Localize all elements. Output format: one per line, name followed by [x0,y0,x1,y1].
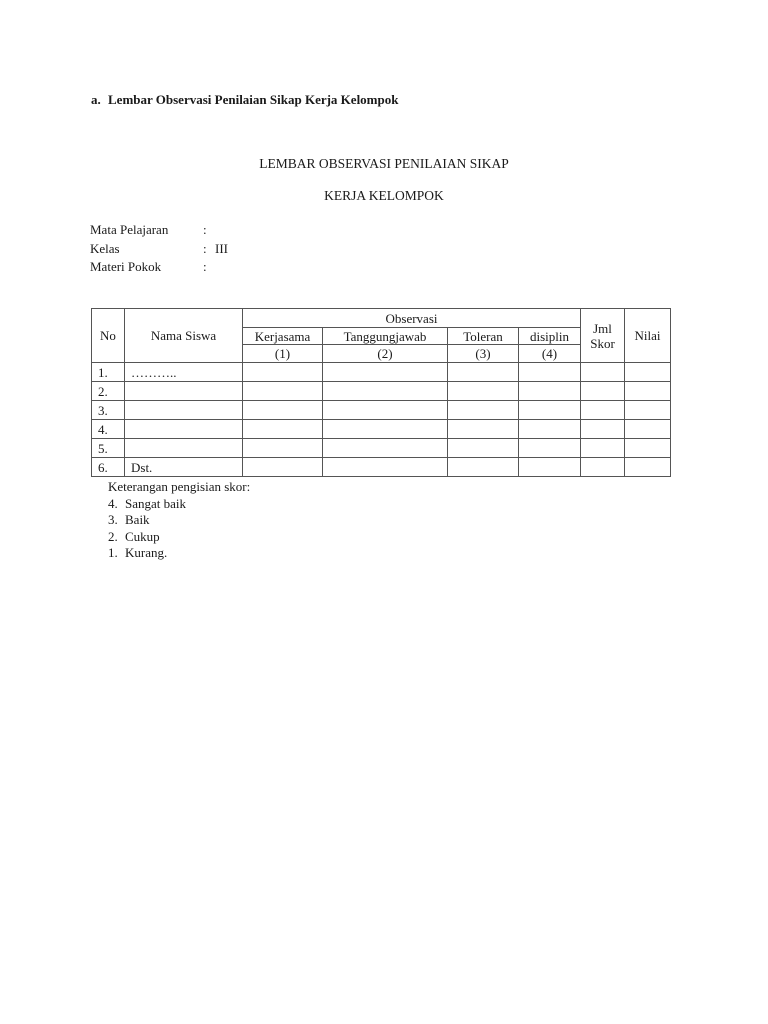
header-jml-skor: Jml Skor [581,309,625,363]
score-cell[interactable] [519,420,581,439]
score-cell[interactable] [448,382,519,401]
student-name-cell[interactable] [125,382,243,401]
nilai-cell[interactable] [625,401,671,420]
score-cell[interactable] [243,401,323,420]
meta-row-mata-pelajaran [90,221,228,240]
document-title-line-1: LEMBAR OBSERVASI PENILAIAN SIKAP [259,156,509,171]
score-cell[interactable] [323,363,448,382]
score-cell[interactable] [519,439,581,458]
score-cell[interactable] [243,439,323,458]
jml-skor-cell[interactable] [581,420,625,439]
meta-value: III [215,240,228,256]
header-aspect-disiplin: disiplin [519,328,581,345]
legend-number: 3. [108,512,118,527]
table-row [92,439,671,458]
header-aspect-code: (2) [323,345,448,363]
nilai-cell[interactable] [625,439,671,458]
legend-text: Kurang. [125,545,168,560]
score-cell[interactable] [243,363,323,382]
legend-title: Keterangan pengisian skor: [108,479,251,494]
score-cell[interactable] [323,382,448,401]
legend-number: 2. [108,528,118,544]
student-name-cell[interactable]: ……….. [125,363,243,382]
header-aspect-code: (3) [448,345,519,363]
meta-row-kelas [90,240,228,259]
jml-skor-cell[interactable] [581,458,625,477]
legend-number: 1. [108,545,118,560]
score-cell[interactable] [519,363,581,382]
observation-table [91,308,671,477]
header-aspect-code: (4) [519,345,581,363]
header-nilai: Nilai [625,309,671,363]
score-cell[interactable] [448,420,519,439]
document-title-line-2: KERJA KELOMPOK [324,188,444,203]
score-cell[interactable] [243,458,323,477]
table-row [92,382,671,401]
table-row [92,401,671,420]
score-cell[interactable] [243,420,323,439]
legend-item [108,545,250,562]
jml-skor-cell[interactable] [581,382,625,401]
score-cell[interactable] [323,439,448,458]
jml-skor-cell[interactable] [581,401,625,420]
header-aspect-code: (1) [243,345,323,363]
header-aspect-toleran: Toleran [448,328,519,345]
score-cell[interactable] [323,401,448,420]
row-number: 2. [92,382,125,401]
table-row [92,420,671,439]
row-number: 1. [92,363,125,382]
nilai-cell[interactable] [625,458,671,477]
meta-label: Materi Pokok [90,259,162,274]
jml-skor-cell[interactable] [581,363,625,382]
header-observasi: Observasi [243,309,581,328]
row-number: 6. [92,458,125,477]
header-no: No [92,309,125,363]
header-aspect-tanggungjawab: Tanggungjawab [323,328,448,345]
score-cell[interactable] [448,363,519,382]
meta-row-materi-pokok [90,258,228,277]
score-cell[interactable] [243,382,323,401]
table-row [92,363,671,382]
score-legend [108,479,250,562]
legend-number: 4. [108,495,118,511]
score-cell[interactable] [448,458,519,477]
nilai-cell[interactable] [625,382,671,401]
score-cell[interactable] [323,420,448,439]
jml-skor-cell[interactable] [581,439,625,458]
student-name-cell[interactable] [125,420,243,439]
meta-separator: : [203,240,207,256]
legend-text: Cukup [125,528,160,544]
score-cell[interactable] [448,401,519,420]
score-cell[interactable] [519,382,581,401]
section-heading [91,92,398,108]
legend-item [108,512,250,529]
section-marker: a. [91,92,101,107]
nilai-cell[interactable] [625,420,671,439]
meta-separator: : [203,222,207,237]
meta-label: Kelas [90,240,120,256]
meta-separator: : [203,259,207,274]
header-aspect-kerjasama: Kerjasama [243,328,323,345]
nilai-cell[interactable] [625,363,671,382]
row-number: 3. [92,401,125,420]
student-name-cell[interactable] [125,401,243,420]
student-name-cell[interactable] [125,439,243,458]
header-nama-siswa: Nama Siswa [125,309,243,363]
table-row [92,458,671,477]
legend-text: Sangat baik [125,495,187,511]
score-cell[interactable] [323,458,448,477]
student-name-cell[interactable]: Dst. [125,458,243,477]
legend-item [108,496,250,513]
score-cell[interactable] [519,401,581,420]
meta-info [90,221,228,277]
section-heading-text: Lembar Observasi Penilaian Sikap Kerja Kelompok [108,92,399,107]
row-number: 5. [92,439,125,458]
legend-text: Baik [125,512,150,527]
row-number: 4. [92,420,125,439]
legend-item [108,529,250,546]
meta-label: Mata Pelajaran [90,222,169,237]
score-cell[interactable] [519,458,581,477]
score-cell[interactable] [448,439,519,458]
